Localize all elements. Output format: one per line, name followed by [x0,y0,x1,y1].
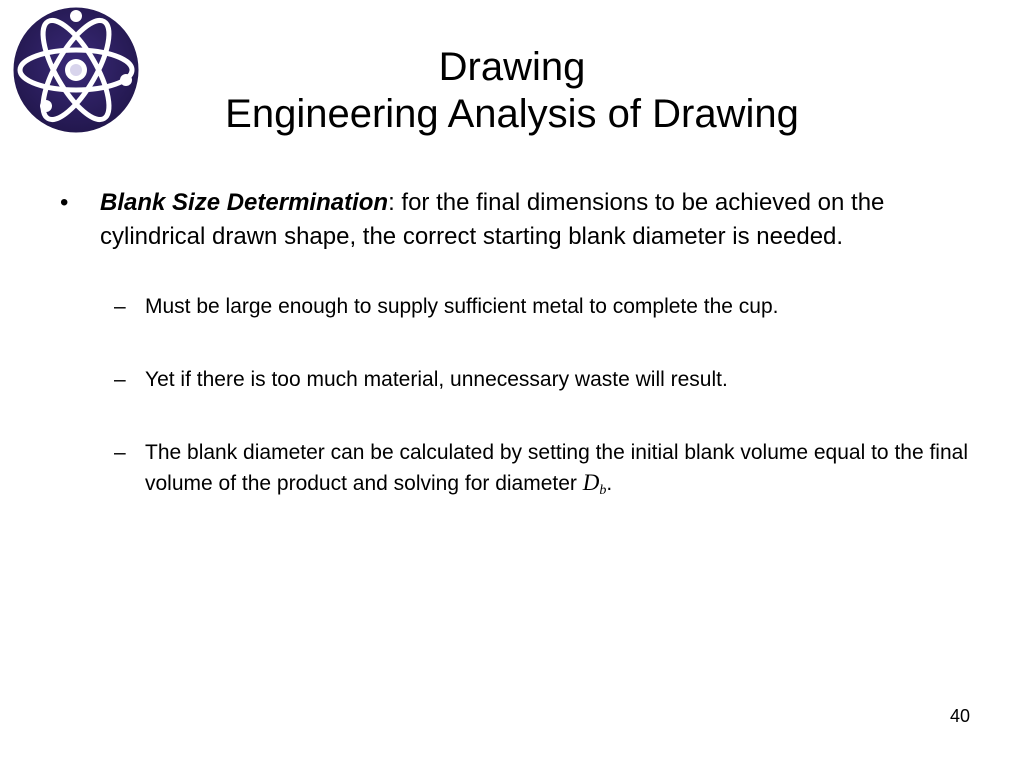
sub-bullet [114,292,976,322]
bullet-text: : for the final dimensions to be achieved on the cylindrical drawn shape, the correct starting blank diameter is needed. [100,189,885,250]
sub-bullet-list [114,292,976,499]
title-line-1: Drawing [438,45,586,89]
sentence-end: . [606,472,613,495]
main-bullet [56,186,976,254]
page-number: 40 [949,706,970,726]
atom-icon [8,2,144,138]
dash-marker: – [114,368,126,391]
sub-bullet [114,365,976,395]
sub-bullet-text: The blank diameter can be calculated by setting the initial blank volume equal to the final volume of the product and solving for diameter [145,441,968,495]
sub-bullet [114,438,976,499]
bullet-marker: • [60,189,69,216]
slide-title [150,44,874,138]
sub-bullet-text: Must be large enough to supply sufficient metal to complete the cup. [145,295,779,318]
dash-marker: – [114,295,126,318]
title-line-2: Engineering Analysis of Drawing [225,92,799,136]
bullet-term: Blank Size Determination [100,189,389,216]
sub-bullet-text: Yet if there is too much material, unnecessary waste will result. [145,368,728,391]
slide-content [56,186,976,542]
variable-subscript: b [599,483,607,498]
diameter-variable [582,470,607,498]
dash-marker: – [114,441,126,464]
variable-symbol: D [582,470,600,495]
